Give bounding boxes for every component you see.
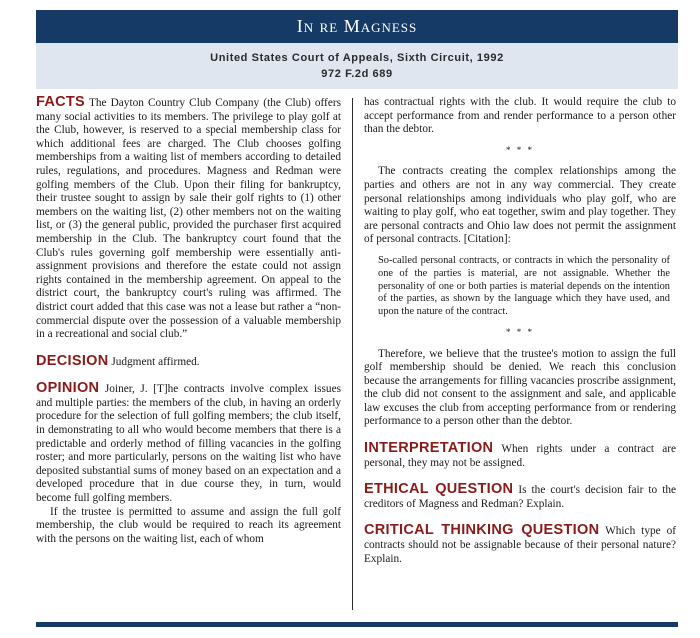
interpretation-text: When rights under a contract are personal, they may not be assigned. bbox=[364, 443, 677, 469]
left-column bbox=[36, 96, 341, 546]
opinion-paragraph-3: The contracts creating the complex relationships among the parties and others are not in any way commercial. They create personal relationships among individuals who play golf, who are waiting to play golf, who eat together, swim and play together. They are personal contracts and Ohio law does not permit the assignment of personal contracts. [Citation]: bbox=[364, 165, 676, 246]
case-title-bar bbox=[36, 10, 678, 43]
opinion-section bbox=[36, 382, 341, 505]
omission-marker: * * * bbox=[506, 144, 534, 155]
bottom-rule bbox=[36, 622, 678, 627]
opinion-paragraph-1: Joiner, J. [T]he contracts involve complex issues and multiple parties: the members of the club, in having an orderly procedure for the selection of full golfing members; the club itself, in demonstrating to all who would become members that there is a predictable and orderly method of filling vacancies in the golfing roster; and more particularly, persons on the waiting list who have deposited substantial sums of money based on an expectation and a developed procedure that in due course they, in turn, would become full golfing members. bbox=[36, 383, 341, 505]
interpretation-heading: INTERPRETATION bbox=[364, 440, 494, 457]
opinion-paragraph-2: If the trustee is permitted to assume and assign the full golf membership, the club would be required to reach its agreement with the persons on the waiting list, each of whom bbox=[36, 505, 341, 545]
decision-section bbox=[36, 352, 341, 370]
ethical-question-text: Is the court's decision fair to the creditors of Magness and Redman? Explain. bbox=[364, 484, 677, 510]
ethical-question-section bbox=[364, 483, 676, 511]
reporter-citation: 972 F.2d 689 bbox=[321, 68, 393, 80]
case-title: In re Magness bbox=[296, 16, 418, 36]
decision-text: Judgment affirmed. bbox=[111, 355, 200, 368]
decision-heading: DECISION bbox=[36, 352, 109, 369]
opinion-paragraph-4: Therefore, we believe that the trustee's motion to assign the full golf membership should be denied. We reach this conclusion because the arrangements for filling vacancies proscribe assignment, the club did not consent to the assignment and sale, and applicable law excuses the club from accepting performance from or rendering performance to a person other than the debtor. bbox=[364, 347, 676, 428]
right-column bbox=[364, 96, 676, 566]
ethical-question-heading: ETHICAL QUESTION bbox=[364, 481, 514, 498]
facts-text: The Dayton Country Club Company (the Club) offers many social activities to its members. The privilege to play golf at the Club, however, is reserved to a special membership class for which additional fees are charged. The Club chooses golfing memberships from a waiting list of members according to detailed rules, regulations, and procedures. Magness and Redman were golfing members of the Club. Upon their filing for bankruptcy, their trustee sought to assign by sale their golf rights to (1) other members on the waiting list, (2) other members not on the waiting list, or (3) the general public, provided the purchaser first acquired membership in the Club. The bankruptcy court found that the Club's rules governing golf membership were essentially anti-assignment provisions and therefore the estate could not assign rights contained in the membership agreement. On appeal to the district court, the bankruptcy court's ruling was affirmed. The district court added that this case was not a lease but rather a “non-commercial dispute over the possession of a valuable membership in a recreational and social club.” bbox=[36, 97, 341, 341]
facts-section bbox=[36, 96, 341, 342]
opinion-heading: OPINION bbox=[36, 380, 100, 397]
interpretation-section bbox=[364, 442, 676, 470]
critical-thinking-text: Which type of contracts should not be assignable because of their personal nature? Explain. bbox=[364, 525, 677, 565]
case-page bbox=[36, 10, 678, 630]
column-divider bbox=[352, 98, 353, 610]
omission-marker-2: * * * bbox=[506, 326, 534, 337]
block-quote: So-called personal contracts, or contracts in which the personality of one of the parties is material, are not assignable. Whether the personality of one or both parties is material depends on the intention of the parties, as shown by the language which they have used, and upon the nature of the contract. bbox=[378, 254, 670, 318]
court-name: United States Court of Appeals, Sixth Circuit, 1992 bbox=[210, 52, 504, 64]
critical-thinking-section bbox=[364, 524, 676, 566]
critical-thinking-heading: CRITICAL THINKING QUESTION bbox=[364, 522, 600, 539]
citation-box bbox=[36, 43, 678, 89]
facts-heading: FACTS bbox=[36, 94, 86, 110]
opinion-paragraph-2-continued: has contractual rights with the club. It would require the club to accept performance from and render performance to a person other than the debtor. bbox=[364, 96, 676, 136]
